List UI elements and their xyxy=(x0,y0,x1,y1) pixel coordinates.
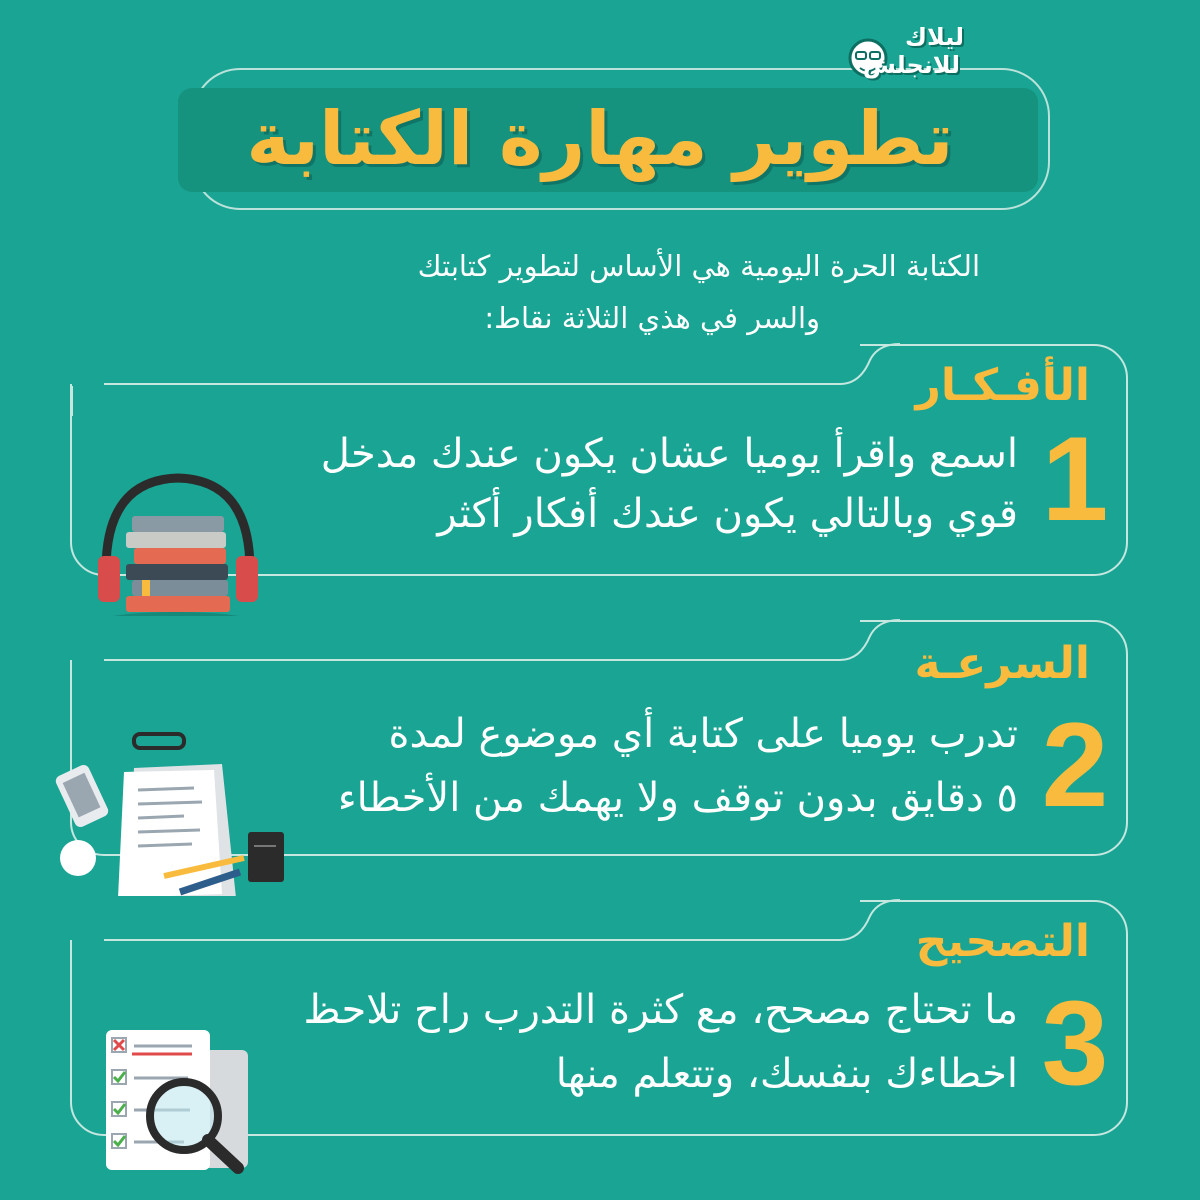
section-text-line: ما تحتاج مصحح، مع كثرة التدرب راح تلاحظ xyxy=(303,987,1018,1033)
books-headphones-icon xyxy=(96,470,266,630)
section-text-line: قوي وبالتالي يكون عندك أفكار أكثر xyxy=(437,491,1018,537)
card-frame-step xyxy=(70,340,870,386)
section-number: 3 xyxy=(1041,976,1109,1110)
intro-line: الكتابة الحرة اليومية هي الأساس لتطوير كتابتك xyxy=(417,249,980,283)
section-heading: التصحيح xyxy=(915,916,1090,967)
section-heading: الأفـكـار xyxy=(915,360,1090,411)
writing-desk-icon xyxy=(54,728,294,918)
card-frame-step xyxy=(70,616,870,662)
card-frame-step xyxy=(70,896,870,942)
logo-text-bottom: للانجلش xyxy=(862,51,960,79)
section-text-line: تدرب يوميا على كتابة أي موضوع لمدة xyxy=(388,711,1018,757)
section-text-line: ٥ دقايق بدون توقف ولا يهمك من الأخطاء xyxy=(337,775,1018,821)
section-text-line: اخطاءك بنفسك، وتتعلم منها xyxy=(555,1051,1018,1097)
section-number: 1 xyxy=(1041,412,1109,546)
section-number: 2 xyxy=(1041,698,1109,832)
section-text-line: اسمع واقرأ يوميا عشان يكون عندك مدخل xyxy=(320,431,1018,477)
intro-line: والسر في هذي الثلاثة نقاط: xyxy=(484,301,820,335)
logo-text-top: ليلاك xyxy=(904,23,964,51)
page-title: تطوير مهارة الكتابة xyxy=(246,96,954,182)
section-heading: السرعـة xyxy=(914,638,1090,689)
checklist-magnifier-icon xyxy=(98,1020,268,1180)
